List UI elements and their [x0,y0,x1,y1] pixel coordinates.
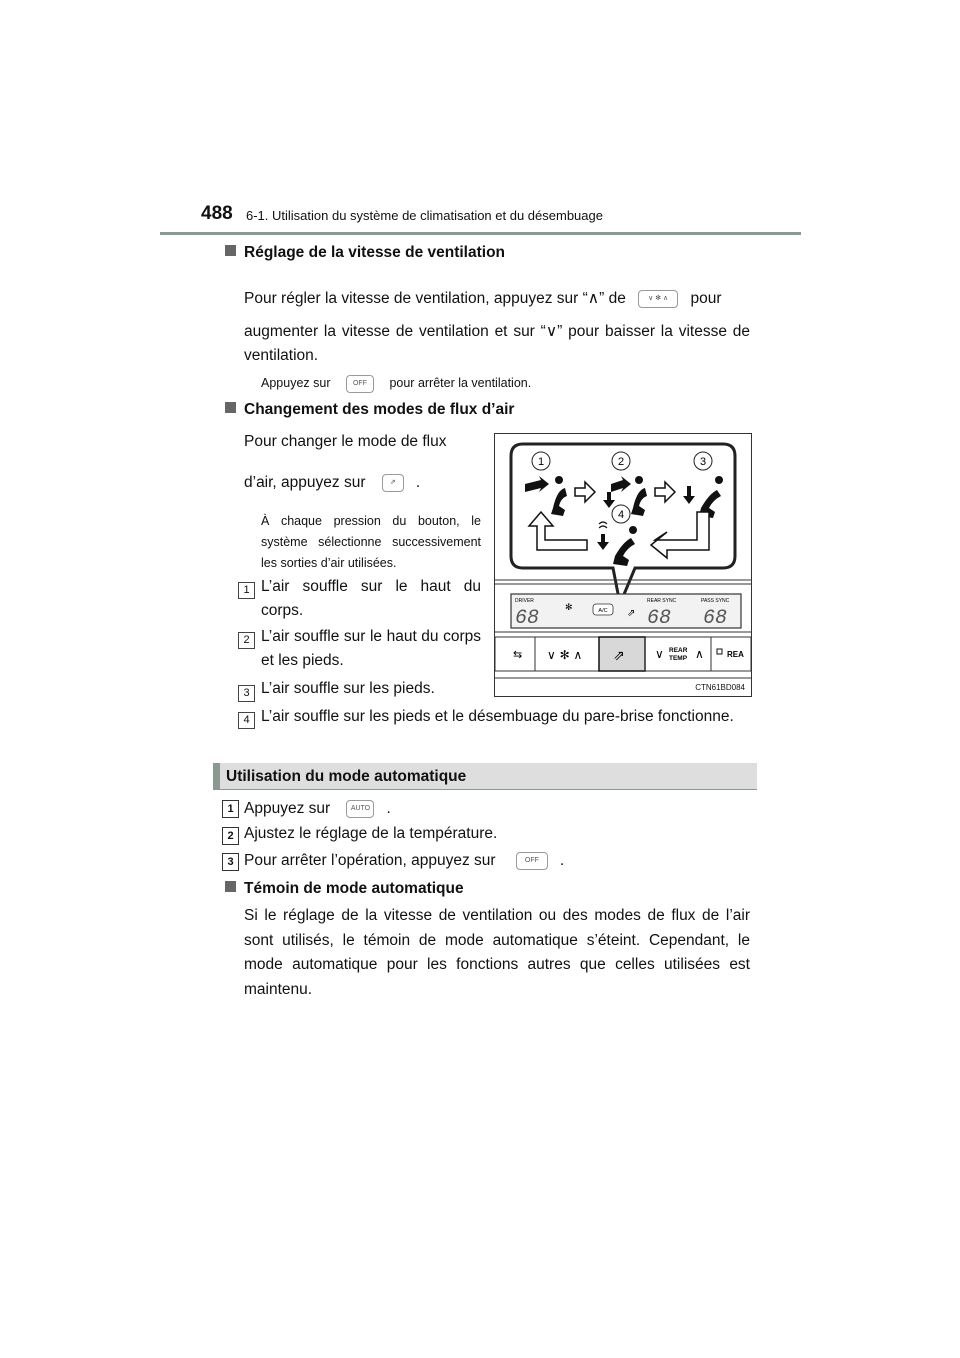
auto-button-icon: AUTO [346,800,374,818]
step-number-3: 3 [222,853,239,871]
callout-2 [612,452,630,470]
step-2-text: Ajustez le réglage de la température. [244,825,498,842]
chevron-down-icon: ∨ [655,647,664,661]
chapter-title: 6-1. Utilisation du système de climatisation et du désembuage [246,208,603,223]
page-number: 488 [201,203,233,224]
chevron-up-icon: ∧ [695,647,704,661]
recirc-button-icon: ⇆ [513,648,523,661]
svg-text:1: 1 [537,456,545,468]
fan-speed-line1: Pour régler la vitesse de ventilation, appuyez sur “∧” de ∨ ✻ ∧ pour [244,290,722,307]
section-title: Utilisation du mode automatique [226,768,467,785]
svg-text:3: 3 [699,456,707,468]
off-button-icon: OFF [516,852,548,870]
bullet-square-icon [225,245,236,256]
display-left-temp: 68 [515,607,540,630]
display-driver-label: DRIVER [515,598,534,604]
rear-temp-label-2: TEMP [669,655,688,662]
step-3-text: Pour arrêter l’opération, appuyez sur OFF . [244,852,565,869]
indicator-heading: Témoin de mode automatique [225,880,464,898]
fan-speed-heading: Réglage de la vitesse de ventilation [225,244,505,262]
climate-panel-figure [494,433,752,697]
list-item-4: 4 [238,710,255,729]
list-item-2: 2 [238,630,255,649]
airflow-intro-a: Pour changer le mode de flux [244,433,447,450]
indicator-text: Si le réglage de la vitesse de ventilation ou des modes de flux de l’air sont utilisés, le témoin de mode automatique s’éteint. Cependant, le mode automatique pour les fonctions autres que celles utilisées est maintenu. [244,907,750,998]
callout-3 [694,452,712,470]
display-mode-icon: ⇗ [627,608,636,619]
callout-4 [612,505,630,523]
bullet-square-icon [225,402,236,413]
list-item-4-text: L’air souffle sur les pieds et le désembuage du pare-brise fonctionne. [261,708,734,725]
display-passsync-label: PASS SYNC [701,598,730,604]
list-item-1-text: L’air souffle sur le haut du corps. [261,578,481,619]
svg-text:4: 4 [617,509,625,521]
list-item-3-text: L’air souffle sur les pieds. [261,680,435,697]
header-rule [160,232,801,235]
airflow-heading: Changement des modes de flux d’air [225,401,514,419]
list-item-3: 3 [238,683,255,702]
display-right-temp: 68 [703,607,728,630]
fan-speed-note: Appuyez sur OFF pour arrêter la ventilation. [261,373,741,394]
step-number-1: 1 [222,800,239,818]
fan-speed-line2: augmenter la vitesse de ventilation et sur “∨” pour baisser la vitesse de ventilation. [244,323,750,364]
fan-icon: ✻ [565,603,573,613]
fan-speed-button-icon: ∨ ✻ ∧ [638,290,678,308]
section-bar-rule [213,789,757,790]
fan-speed-panel-button-icon: ∨ ✻ ∧ [547,648,583,662]
bullet-square-icon [225,881,236,892]
rea-button-label: REA [727,650,744,659]
step-number-2: 2 [222,827,239,845]
step-1-text: Appuyez sur AUTO . [244,800,391,817]
airflow-note: À chaque pression du bouton, le système sélectionne successivement les sorties d’air utilisées. [261,514,481,570]
off-button-icon: OFF [346,375,374,393]
rear-temp-label-1: REAR [669,647,688,654]
section-bar [213,763,757,790]
list-item-2-text: L’air souffle sur le haut du corps et les pieds. [261,628,481,669]
climate-panel-illustration [495,434,751,696]
airflow-mode-button-icon: ⇗ [382,474,404,492]
svg-text:2: 2 [617,456,625,468]
callout-1 [532,452,550,470]
airflow-intro-b: d’air, appuyez sur ⇗ . [244,474,421,491]
list-item-1: 1 [238,580,255,599]
display-ac-label: A/C [598,608,608,614]
mode-panel-button-icon: ⇗ [613,648,625,664]
display-mid-temp: 68 [647,607,672,630]
figure-code: CTN61BD084 [695,683,745,692]
display-rearsync-label: REAR SYNC [647,598,677,604]
